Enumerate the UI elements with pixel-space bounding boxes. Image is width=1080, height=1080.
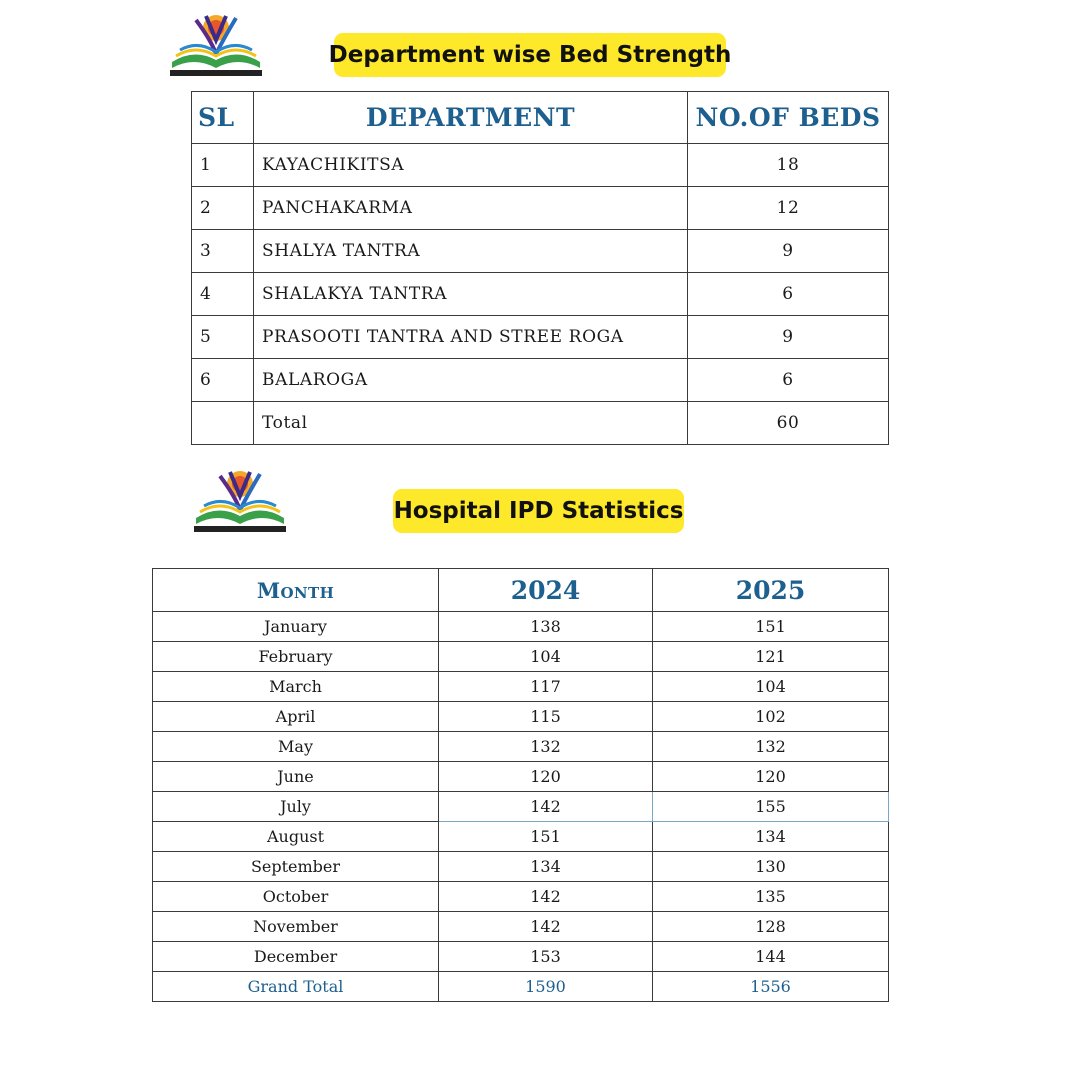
department-cell: PANCHAKARMA: [254, 187, 688, 230]
total-label-cell: Total: [254, 402, 688, 445]
table-row: [153, 642, 889, 672]
bed-table-header-row: [192, 92, 889, 144]
table-row: [153, 612, 889, 642]
month-cell: October: [153, 882, 439, 912]
value-2025-cell: 130: [653, 852, 889, 882]
month-cell: September: [153, 852, 439, 882]
header-beds: NO.OF BEDS: [688, 92, 889, 144]
value-2024-cell: 138: [439, 612, 653, 642]
value-2025-cell: 132: [653, 732, 889, 762]
table-row: [192, 359, 889, 402]
header-month: Month: [153, 569, 439, 612]
sl-cell: 4: [192, 273, 254, 316]
table-row: [153, 672, 889, 702]
table-row: [192, 230, 889, 273]
month-cell: June: [153, 762, 439, 792]
college-logo-bottom: [190, 466, 290, 534]
month-cell: January: [153, 612, 439, 642]
table-row: [153, 942, 889, 972]
bed-strength-table: [191, 91, 889, 445]
month-cell: December: [153, 942, 439, 972]
value-2025-cell: 134: [653, 822, 889, 852]
beds-cell: 18: [688, 144, 889, 187]
sl-cell: 2: [192, 187, 254, 230]
month-cell: March: [153, 672, 439, 702]
sl-cell: 5: [192, 316, 254, 359]
ipd-stats-title-text: Hospital IPD Statistics: [393, 498, 684, 524]
department-cell: KAYACHIKITSA: [254, 144, 688, 187]
grand-total-row: [153, 972, 889, 1002]
value-2024-cell: 151: [439, 822, 653, 852]
ipd-stats-title: [393, 489, 684, 533]
bed-strength-title: [328, 33, 732, 77]
table-row: [153, 912, 889, 942]
table-row: [153, 852, 889, 882]
month-cell: August: [153, 822, 439, 852]
table-row: [153, 882, 889, 912]
header-year-2025: 2025: [653, 569, 889, 612]
total-row: [192, 402, 889, 445]
month-cell: May: [153, 732, 439, 762]
table-row: [192, 144, 889, 187]
department-cell: PRASOOTI TANTRA AND STREE ROGA: [254, 316, 688, 359]
value-2024-cell: 153: [439, 942, 653, 972]
sl-cell: 6: [192, 359, 254, 402]
table-row: [192, 316, 889, 359]
ipd-stats-table: [152, 568, 889, 1002]
value-2024-cell: 142: [439, 882, 653, 912]
total-beds-cell: 60: [688, 402, 889, 445]
grand-total-2025: 1556: [653, 972, 889, 1002]
month-cell: April: [153, 702, 439, 732]
beds-cell: 9: [688, 316, 889, 359]
college-logo-icon: [190, 466, 290, 534]
department-cell: SHALYA TANTRA: [254, 230, 688, 273]
value-2025-cell: 151: [653, 612, 889, 642]
table-row: [153, 792, 889, 822]
value-2024-cell: 142: [439, 912, 653, 942]
value-2025-cell: 128: [653, 912, 889, 942]
beds-cell: 6: [688, 359, 889, 402]
value-2025-cell: 102: [653, 702, 889, 732]
value-2025-cell: 121: [653, 642, 889, 672]
value-2024-cell: 120: [439, 762, 653, 792]
college-logo-top: [166, 10, 266, 78]
value-2024-cell: 117: [439, 672, 653, 702]
month-cell: November: [153, 912, 439, 942]
header-department: DEPARTMENT: [254, 92, 688, 144]
value-2024-cell: 134: [439, 852, 653, 882]
table-row: [192, 273, 889, 316]
ipd-table-header-row: [153, 569, 889, 612]
month-cell: February: [153, 642, 439, 672]
value-2025-cell: 144: [653, 942, 889, 972]
grand-total-label: Grand Total: [153, 972, 439, 1002]
value-2024-cell: 115: [439, 702, 653, 732]
table-row: [192, 187, 889, 230]
value-2025-cell: 135: [653, 882, 889, 912]
bed-strength-title-text: Department wise Bed Strength: [328, 42, 732, 68]
header-year-2024: 2024: [439, 569, 653, 612]
table-row: [153, 732, 889, 762]
grand-total-2024: 1590: [439, 972, 653, 1002]
beds-cell: 12: [688, 187, 889, 230]
table-row: [153, 822, 889, 852]
value-2025-cell: 155: [653, 792, 889, 822]
month-cell: July: [153, 792, 439, 822]
college-logo-icon: [166, 10, 266, 78]
department-cell: BALAROGA: [254, 359, 688, 402]
total-sl-cell: [192, 402, 254, 445]
beds-cell: 6: [688, 273, 889, 316]
value-2025-cell: 120: [653, 762, 889, 792]
department-cell: SHALAKYA TANTRA: [254, 273, 688, 316]
value-2024-cell: 104: [439, 642, 653, 672]
sl-cell: 1: [192, 144, 254, 187]
table-row: [153, 762, 889, 792]
value-2024-cell: 142: [439, 792, 653, 822]
value-2024-cell: 132: [439, 732, 653, 762]
header-sl: SL: [192, 92, 254, 144]
table-row: [153, 702, 889, 732]
sl-cell: 3: [192, 230, 254, 273]
value-2025-cell: 104: [653, 672, 889, 702]
beds-cell: 9: [688, 230, 889, 273]
